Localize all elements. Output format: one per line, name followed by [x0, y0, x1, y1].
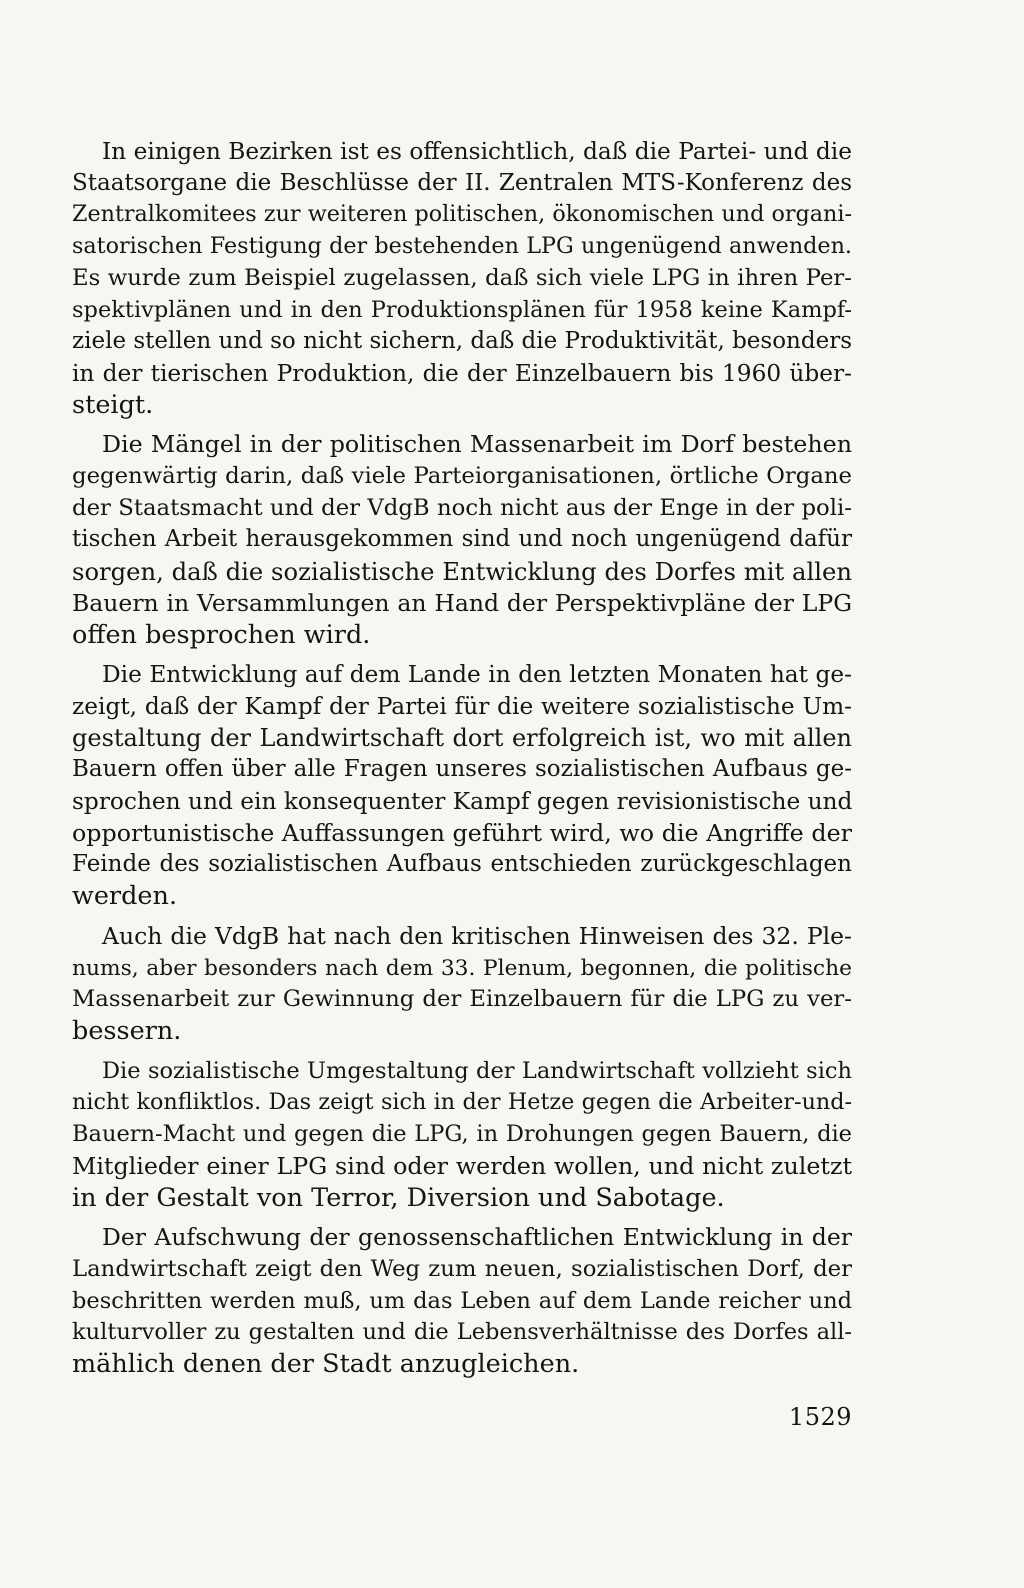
- text-line: ziele stellen und so nicht sichern, daß die Produktivität, besonders: [72, 328, 853, 355]
- text-line: Die Mängel in der politischen Massenarbeit im Dorf bestehen: [102, 430, 852, 459]
- text-line: Auch die VdgB hat nach den kritischen Hinweisen des 32. Ple-: [102, 921, 852, 950]
- text-line: Die Entwicklung auf dem Lande in den letzten Monaten hat ge-: [102, 661, 852, 689]
- text-line: gegenwärtig darin, daß viele Parteiorganisationen, örtliche Organe: [72, 463, 852, 490]
- text-line: Bauern-Macht und gegen die LPG, in Drohungen gegen Bauern, die: [72, 1121, 852, 1148]
- text-line: der Staatsmacht und der VdgB noch nicht aus der Enge in der poli-: [72, 494, 852, 521]
- paragraph-4: [72, 921, 852, 1048]
- text-line: nums, aber besonders nach dem 33. Plenum, begonnen, die politische: [72, 955, 852, 981]
- text-line: beschritten werden muß, um das Leben auf dem Lande reicher und: [72, 1287, 852, 1314]
- text-line: Massenarbeit zur Gewinnung der Einzelbauern für die LPG zu ver-: [72, 986, 852, 1013]
- text-line: Staatsorgane die Beschlüsse der II. Zentralen MTS-Konferenz des: [72, 169, 852, 196]
- text-line: bessern.: [72, 1015, 182, 1046]
- text-line: mählich denen der Stadt anzugleichen.: [72, 1349, 580, 1380]
- text-line: zeigt, daß der Kampf der Partei für die weitere sozialistische Um-: [72, 692, 852, 720]
- text-line: sorgen, daß die sozialistische Entwicklung des Dorfes mit allen: [72, 557, 852, 587]
- text-line: gestaltung der Landwirtschaft dort erfolgreich ist, wo mit allen: [72, 723, 852, 752]
- text-line: nicht konfliktlos. Das zeigt sich in der Hetze gegen die Arbeiter-und-: [72, 1089, 852, 1116]
- page-number: 1529: [788, 1403, 852, 1431]
- text-line: Bauern offen über alle Fragen unseres sozialistischen Aufbaus ge-: [72, 756, 852, 783]
- text-line: Der Aufschwung der genossenschaftlichen Entwicklung in der: [102, 1223, 852, 1252]
- text-line: in der Gestalt von Terror, Diversion und Sabotage.: [72, 1182, 725, 1213]
- text-line: offen besprochen wird.: [72, 619, 371, 650]
- paragraph-1: [72, 136, 852, 421]
- text-line: werden.: [72, 881, 178, 912]
- text-line: Die sozialistische Umgestaltung der Landwirtschaft vollzieht sich: [102, 1057, 852, 1084]
- text-line: in der tierischen Produktion, die der Einzelbauern bis 1960 über-: [72, 359, 852, 387]
- page-body: [72, 136, 852, 1389]
- paragraph-6: [72, 1222, 852, 1381]
- paragraph-3: [72, 659, 852, 913]
- paragraph-5: [72, 1056, 852, 1215]
- text-line: Mitglieder einer LPG sind oder werden wollen, und nicht zuletzt: [72, 1151, 852, 1180]
- text-line: satorischen Festigung der bestehenden LPG ungenügend anwenden.: [72, 233, 852, 260]
- text-line: Landwirtschaft zeigt den Weg zum neuen, sozialistischen Dorf, der: [72, 1255, 852, 1282]
- text-line: tischen Arbeit herausgekommen sind und noch ungenügend dafür: [72, 526, 852, 553]
- text-line: sprochen und ein konsequenter Kampf gegen revisionistische und: [72, 788, 853, 816]
- text-line: opportunistische Auffassungen geführt wird, wo die Angriffe der: [72, 818, 852, 847]
- text-line: In einigen Bezirken ist es offensichtlich, daß die Partei- und die: [102, 138, 852, 165]
- paragraph-2: [72, 429, 852, 651]
- text-line: kulturvoller zu gestalten und die Lebensverhältnisse des Dorfes all-: [72, 1319, 852, 1346]
- text-line: steigt.: [72, 389, 154, 420]
- text-line: Es wurde zum Beispiel zugelassen, daß sich viele LPG in ihren Per-: [72, 264, 852, 291]
- text-line: Feinde des sozialistischen Aufbaus entschieden zurückgeschlagen: [72, 851, 852, 878]
- text-line: Bauern in Versammlungen an Hand der Perspektivpläne der LPG: [72, 588, 852, 617]
- text-line: Zentralkomitees zur weiteren politischen, ökonomischen und organi-: [72, 201, 852, 228]
- text-line: spektivplänen und in den Produktionsplänen für 1958 keine Kampf-: [72, 296, 852, 323]
